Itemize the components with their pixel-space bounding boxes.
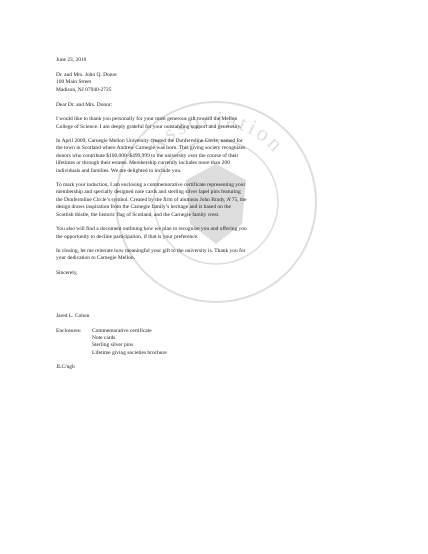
paragraph-line: Scottish thistle, the historic flag of Scotland, and the Carnegie family crest. xyxy=(56,211,220,218)
paragraph-line: You also will find a document outlining how we plan to recognize you and offering you xyxy=(56,226,247,233)
paragraph-line: design draws inspiration from the Carnegie family’s heritage and is based on the xyxy=(56,204,231,211)
enclosure-item: Commemorative certificate xyxy=(92,327,152,334)
letter-date: June 23, 2010 xyxy=(56,57,87,63)
paragraph-thanks xyxy=(56,116,371,131)
salutation: Dear Dr. and Mrs. Donor: xyxy=(56,101,113,108)
letter-body xyxy=(56,57,371,372)
svg-text:Association: Association xyxy=(141,105,291,159)
enclosure-item: Note cards xyxy=(92,334,116,341)
recipient-city: Madison, NJ 07940-2725 xyxy=(56,86,112,93)
closing: Sincerely, xyxy=(56,269,78,276)
enclosures-label: Enclosures: xyxy=(56,327,82,334)
paragraph-line: your dedication to Carnegie Mellon. xyxy=(56,255,135,262)
paragraph-line: In April 2009, Carnegie Mellon University created the Dunfermline Circle, named for xyxy=(56,138,243,145)
recipient-street: 100 Main Street xyxy=(56,79,92,86)
paragraph-induction xyxy=(56,182,371,219)
recipient-name: Dr. and Mrs. John Q. Donor xyxy=(56,72,118,78)
paragraph-line: the Dunfermline Circle’s symbol. Created by the firm of alumnus John Brady, A’75, the xyxy=(56,196,247,203)
paragraph-line: To mark your induction, I am enclosing a commemorative certificate representing your xyxy=(56,182,246,189)
paragraph-recognition xyxy=(56,226,371,241)
paragraph-line: the town in Scotland where Andrew Carnegie was born. This giving society recognizes xyxy=(56,145,246,152)
paragraph-line: individuals and families. We are delighted to include you. xyxy=(56,167,182,174)
typist-initials: JLC/ngb xyxy=(56,364,75,371)
paragraph-line: lifetimes or through their estates. Membership currently includes more than 200 xyxy=(56,160,230,167)
signer-name: Jared L. Cohon xyxy=(56,313,90,320)
paragraph-line: donors who contribute $100,000–$499,999 to the university over the course of their xyxy=(56,152,239,159)
enclosure-item: Sterling silver pins xyxy=(92,342,134,349)
paragraph-closing xyxy=(56,248,371,263)
enclosures-list xyxy=(92,328,167,358)
enclosure-item: Lifetime giving societies brochure xyxy=(92,349,167,356)
enclosures xyxy=(56,328,371,358)
paragraph-line: I would like to thank you personally for your most generous gift toward the Mellon xyxy=(56,116,238,123)
paragraph-dunfermline xyxy=(56,138,371,175)
paragraph-line: membership and specially designed note cards and sterling silver lapel pins featuring xyxy=(56,189,241,196)
paragraph-line: In closing, let me reiterate how meaningful your gift to the university is. Thank you for xyxy=(56,247,246,254)
paragraph-line: the opportunity to decline participation, if that is your preference. xyxy=(56,233,199,240)
paragraph-line: College of Science. I am deeply grateful for your outstanding support and generosity. xyxy=(56,123,242,130)
